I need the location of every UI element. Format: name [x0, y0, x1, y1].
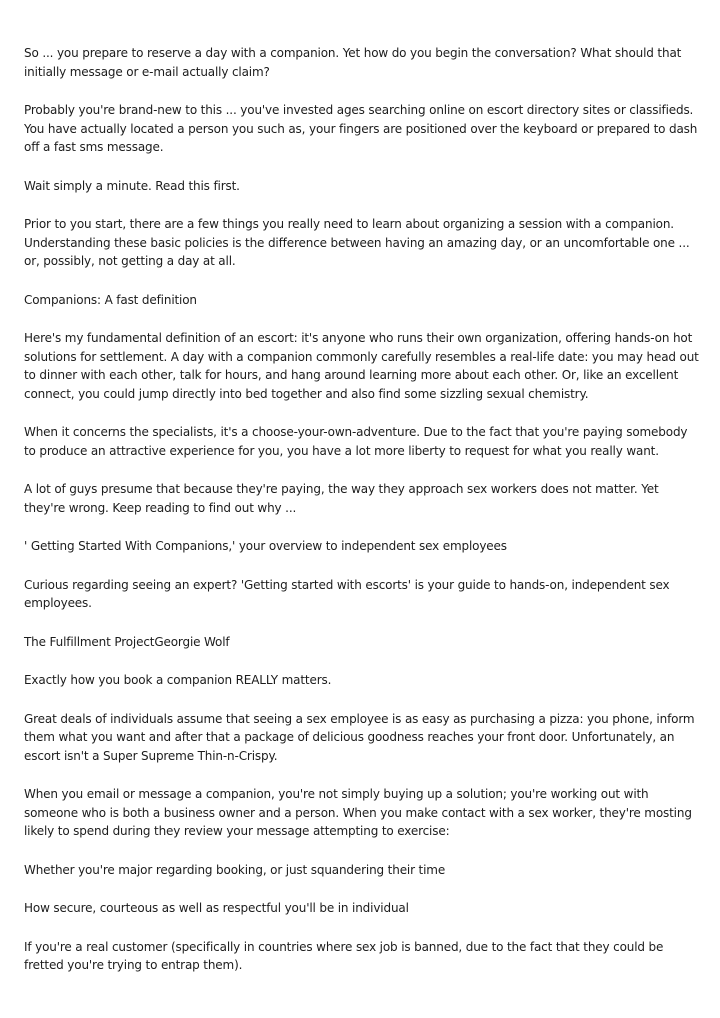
paragraph-email-message: When you email or message a companion, you're not simply buying up a solution; you're working out with someone who is both a business owner and a person. When you make contact with a sex worker, they're mosting likely to spend during they review your message attempting to exercise:	[24, 787, 692, 838]
paragraph-intro: So ... you prepare to reserve a day with a companion. Yet how do you begin the conversation? What should that initially message or e-mail actually claim?	[24, 46, 682, 79]
paragraph-specialists: When it concerns the specialists, it's a choose-your-own-adventure. Due to the fact that you're paying somebody to produce an attractive experience for you, you have a lot more liberty to request for what you really want.	[24, 425, 688, 458]
paragraph-pizza: Great deals of individuals assume that seeing a sex employee is as easy as purchasing a pizza: you phone, inform them what you want and after that a package of delicious goodness reaches your front door. Unfortunately, an escort isn't a Super Supreme Thin-n-Crispy.	[24, 711, 695, 763]
paragraph-serious-booking: Whether you're major regarding booking, or just squandering their time	[24, 862, 446, 877]
paragraph-new-to-this: Probably you're brand-new to this ... you've invested ages searching online on escort directory sites or classifieds. You have actually located a person you such as, your fingers are positioned over the keyboard or prepared to dash off a fast sms message.	[24, 103, 698, 154]
paragraph-real-customer: If you're a real customer (specifically in countries where sex job is banned, due to the fact that they could be fretted you're trying to entrap them).	[24, 939, 664, 972]
paragraph-secure-courteous: How secure, courteous as well as respectful you'll be in individual	[24, 901, 409, 915]
paragraph-curious: Curious regarding seeing an expert? 'Getting started with escorts' is your guide to hands-on, independent sex employees.	[24, 577, 670, 610]
paragraph-getting-started-title: ' Getting Started With Companions,' your overview to independent sex employees	[24, 539, 507, 553]
paragraph-presume: A lot of guys presume that because they're paying, the way they approach sex workers does not matter. Yet they're wrong. Keep reading to find out why ...	[24, 482, 659, 515]
document-page	[24, 44, 700, 995]
paragraph-booking-matters: Exactly how you book a companion REALLY matters.	[24, 673, 332, 687]
paragraph-wait: Wait simply a minute. Read this first.	[24, 178, 240, 193]
paragraph-definition: Here's my fundamental definition of an escort: it's anyone who runs their own organization, offering hands-on hot solutions for settlement. A day with a companion commonly carefully resembles a real-life date: you may head out to dinner with each other, talk for hours, and hang around learning more about each other. Or, like an excellent connect, you could jump directly into bed together and also find some sizzling sexual chemistry.	[24, 331, 699, 401]
paragraph-credit: The Fulfillment ProjectGeorgie Wolf	[24, 634, 230, 649]
paragraph-before-start: Prior to you start, there are a few things you really need to learn about organizing a session with a companion. Understanding these basic policies is the difference between having an amazing day, or an uncomfortable one ... or, possibly, not getting a day at all.	[24, 217, 690, 268]
paragraph-definition-heading: Companions: A fast definition	[24, 292, 197, 307]
